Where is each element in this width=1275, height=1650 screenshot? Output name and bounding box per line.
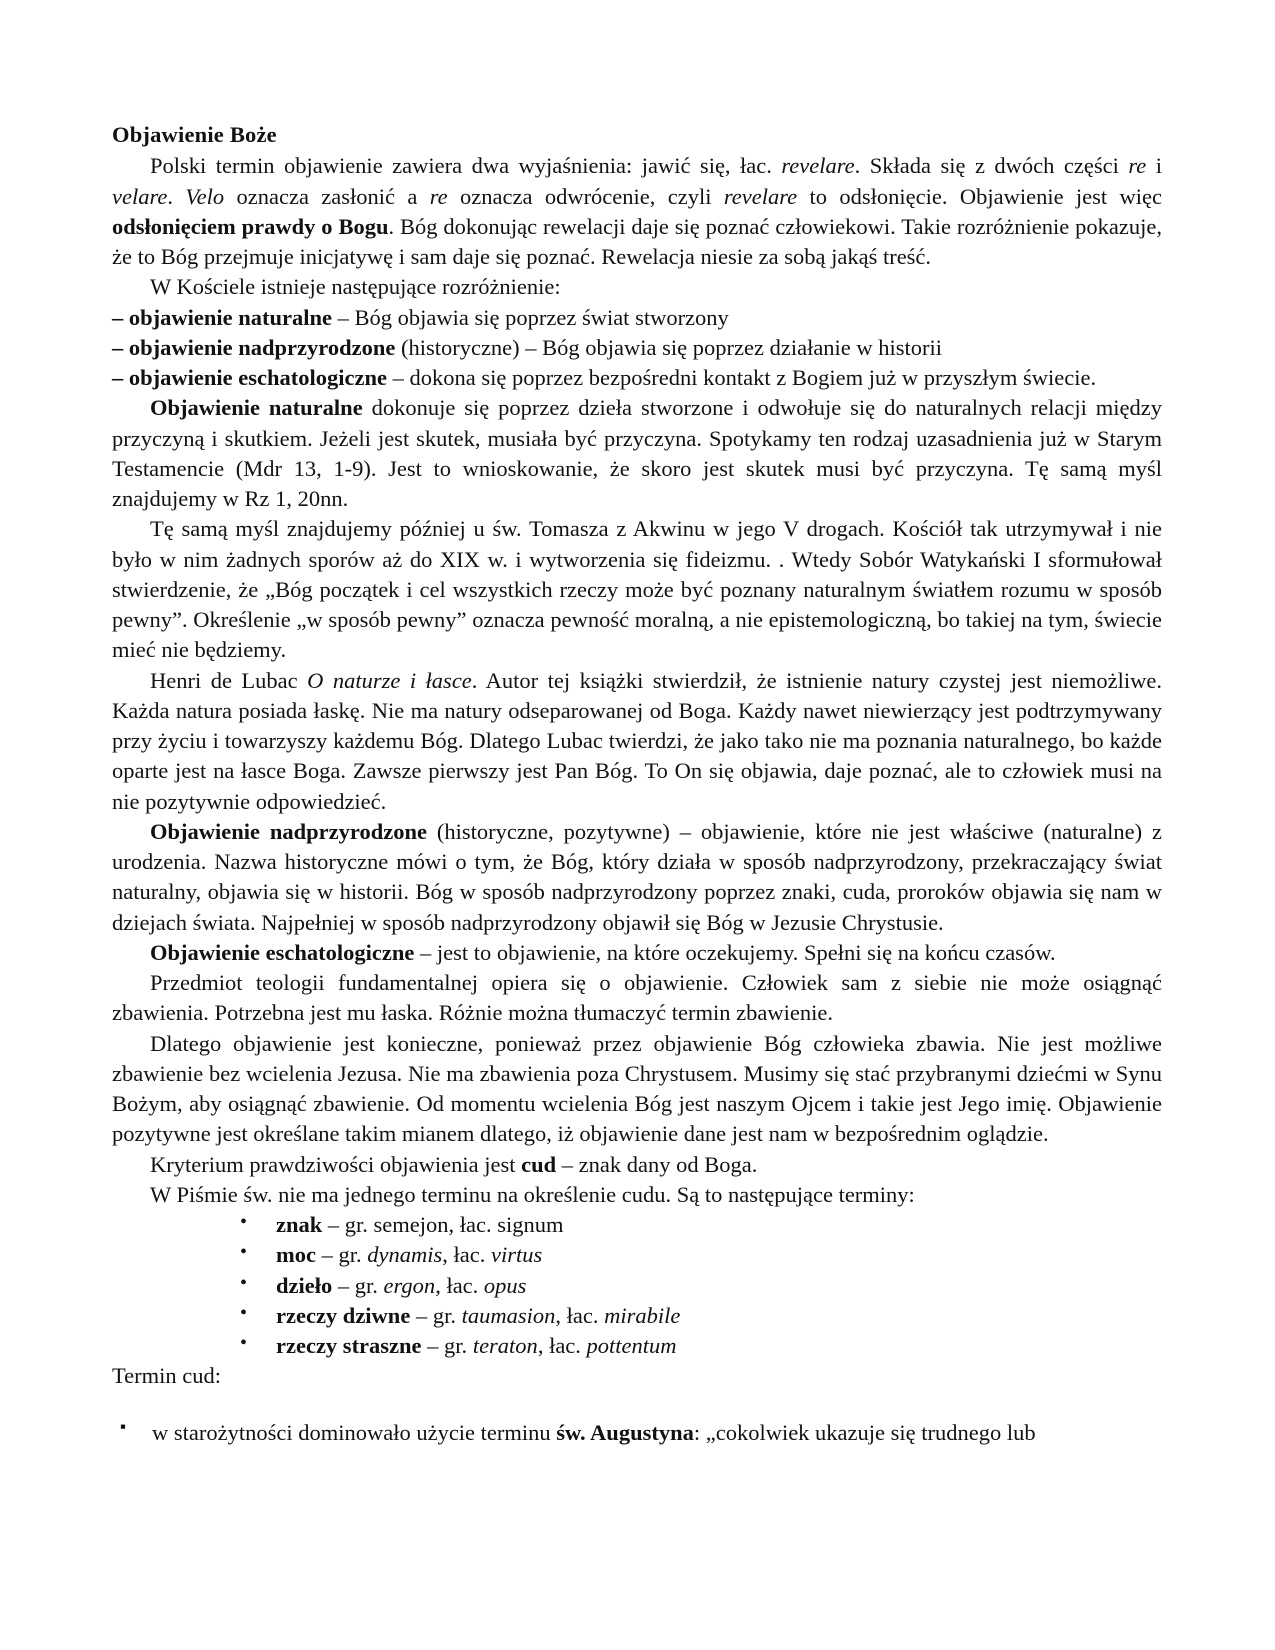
text-run: . Składa się z dwóch części bbox=[854, 153, 1129, 179]
document-content bbox=[112, 120, 1162, 1448]
greek-term: dynamis bbox=[367, 1242, 443, 1268]
term-label: rzeczy straszne bbox=[276, 1333, 422, 1358]
paragraph-w-pismie-sw: W Piśmie św. nie ma jednego terminu na określenie cudu. Są to następujące terminy: bbox=[150, 1181, 915, 1207]
text-run: oznacza odwrócenie, czyli bbox=[447, 183, 724, 209]
greek-term: teraton bbox=[472, 1333, 538, 1358]
text-run: – gr. bbox=[315, 1242, 368, 1268]
list-item bbox=[240, 1331, 1162, 1361]
dash-item-objawienie-eschatologiczne bbox=[112, 363, 1162, 393]
italic-book-title: O naturze i łasce bbox=[307, 667, 472, 693]
text-run: to odsłonięcie. Objawienie jest więc bbox=[797, 183, 1163, 209]
italic-re-2: re bbox=[429, 183, 448, 209]
bold-lead: Objawienie naturalne bbox=[150, 395, 363, 421]
vertical-spacer bbox=[112, 1392, 1162, 1418]
text-run: , łac. bbox=[555, 1302, 605, 1328]
list-item bbox=[240, 1301, 1162, 1331]
list-item bbox=[112, 1418, 1162, 1448]
text-run: – gr. bbox=[421, 1333, 473, 1358]
text-run: , łac. bbox=[442, 1242, 491, 1268]
latin-term: mirabile bbox=[604, 1302, 681, 1328]
term-label: znak bbox=[276, 1212, 323, 1237]
text-run: – dokona się poprzez bezpośredni kontakt z Bogiem już w przyszłym świecie. bbox=[386, 365, 1097, 390]
text-run: Polski termin objawienie zawiera dwa wyjaśnienia: jawić się, łac. bbox=[150, 153, 782, 179]
list-item bbox=[240, 1240, 1162, 1270]
bold-lead: Objawienie nadprzyrodzone bbox=[150, 818, 427, 844]
list-item bbox=[240, 1210, 1162, 1240]
paragraph-tomasz-akwinu: Tę samą myśl znajdujemy później u św. Tomasza z Akwinu w jego V drogach. Kościół tak utrzymywał i nie było w nim żadnych sporów aż do XIX w. i wytworzenia się fideizmu. . Wtedy Sobór Watykański I sformułował stwierdzenie, że „Bóg początek i cel wszystkich rzeczy może być poznany naturalnym światłem rozumu w sposób pewny”. Określenie „w sposób pewny” oznacza pewność moralną, a nie epistemologiczną, bo takiej na tym, świecie mieć nie będziemy. bbox=[112, 516, 1162, 663]
paragraph-w-kosciele: W Kościele istnieje następujące rozróżnienie: bbox=[150, 274, 561, 300]
bold-lead: Objawienie eschatologiczne bbox=[150, 939, 415, 965]
bold-sw-augustyna: św. Augustyna bbox=[556, 1419, 694, 1445]
paragraph-kryterium-prawdziwosci bbox=[112, 1150, 1162, 1180]
text-run: , łac. bbox=[435, 1272, 484, 1298]
text-run: w starożytności dominowało użycie terminu bbox=[152, 1419, 557, 1445]
terms-list bbox=[112, 1210, 1162, 1361]
bold-label: – objawienie naturalne bbox=[112, 304, 333, 330]
bold-odsloniecie-prawdy: odsłonięciem prawdy o Bogu bbox=[112, 213, 389, 239]
latin-term: virtus bbox=[490, 1242, 543, 1268]
paragraph-intro bbox=[112, 151, 1162, 272]
text-run: – Bóg objawia się poprzez świat stworzony bbox=[332, 304, 729, 330]
paragraph-przedmiot-teologii: Przedmiot teologii fundamentalnej opiera się o objawienie. Człowiek sam z siebie nie może osiągnąć zbawienia. Potrzebna jest mu łaska. Różnie można tłumaczyć termin zbawienie. bbox=[112, 970, 1162, 1026]
text-run: . Autor tej książki stwierdził, że istnienie natury czystej jest niemożliwe. Każda natura posiada łaskę. Nie ma natury odseparowanej od Boga. Każdy nawet niewierzący jest podtrzymywany przy życiu i towarzyszy każdemu Bóg. Dlatego Lubac twierdzi, że jako tako nie ma poznania naturalnego, bo każde oparte jest na łasce Boga. Zawsze pierwszy jest Pan Bóg. To On się objawia, daje poznać, ale to człowiek musi na nie pozytywnie odpowiedzieć. bbox=[112, 667, 1163, 814]
italic-revelare: revelare bbox=[781, 153, 855, 179]
text-run: dokonuje się poprzez dzieła stworzone i odwołuje się do naturalnych relacji między przyczyną i skutkiem. Jeżeli jest skutek, musiała być przyczyna. Spotykamy ten rodzaj uzasadnienia już w Starym Testamencie (Mdr 13, 1-9). Jest to wnioskowanie, że skoro jest skutek musi być przyczyna. Tę samą myśl znajdujemy w Rz 1, 20nn. bbox=[112, 395, 1162, 511]
text-run: Henri de Lubac bbox=[150, 667, 308, 693]
term-label: dzieło bbox=[276, 1272, 333, 1298]
text-run: – gr. bbox=[322, 1212, 374, 1237]
text-run: . bbox=[167, 183, 186, 209]
text-run: – gr. bbox=[332, 1272, 384, 1298]
text-run: (historyczne, pozytywne) – objawienie, które nie jest właściwe (naturalne) z urodzenia. Nazwa historyczne mówi o tym, że Bóg, który działa w sposób nadprzyrodzony, przekraczający świat naturalny, objawia się w historii. Bóg w sposób nadprzyrodzony poprzez znaki, cuda, proroków objawia się nam w dziejach świata. Najpełniej w sposób nadprzyrodzony objawił się Bóg w Jezusie Chrystusie. bbox=[112, 818, 1162, 935]
text-run: : „cokolwiek ukazuje się trudnego lub bbox=[693, 1419, 1036, 1445]
termin-cud-label: Termin cud: bbox=[112, 1363, 222, 1389]
paragraph-objawienie-naturalne bbox=[112, 393, 1162, 514]
dash-item-objawienie-naturalne bbox=[112, 303, 1162, 333]
text-run: oznacza zasłonić a bbox=[224, 183, 430, 209]
latin-term: opus bbox=[483, 1272, 527, 1298]
greek-term: taumasion bbox=[461, 1302, 556, 1328]
text-run: , łac. bbox=[537, 1333, 587, 1358]
greek-term: semejon bbox=[373, 1212, 449, 1237]
bold-cud: cud bbox=[521, 1151, 557, 1177]
italic-velo: Velo bbox=[185, 183, 225, 209]
text-run: – gr. bbox=[410, 1302, 462, 1328]
greek-term: ergon bbox=[383, 1272, 436, 1298]
page-title: Objawienie Boże bbox=[112, 122, 277, 147]
paragraph-objawienie-nadprzyrodzone bbox=[112, 817, 1162, 938]
paragraph-objawienie-eschatologiczne bbox=[112, 938, 1162, 968]
italic-revelare-2: revelare bbox=[723, 183, 798, 209]
final-bullet-list bbox=[112, 1418, 1162, 1448]
latin-term: pottentum bbox=[586, 1333, 677, 1358]
dash-item-objawienie-nadprzyrodzone bbox=[112, 333, 1162, 363]
bold-label: – objawienie nadprzyrodzone bbox=[112, 334, 396, 360]
text-run: . Bóg dokonując rewelacji daje się poznać człowiekowi. Takie rozróżnienie pokazuje, że to Bóg przejmuje inicjatywę i sam daje się poznać. Rewelacja niesie za sobą jakąś treść. bbox=[112, 213, 1162, 269]
text-run: i bbox=[1146, 153, 1162, 179]
italic-re: re bbox=[1128, 153, 1147, 179]
text-run: (historyczne) – Bóg objawia się poprzez działanie w historii bbox=[395, 334, 943, 360]
bold-label: – objawienie eschatologiczne bbox=[112, 365, 387, 390]
paragraph-dlatego-objawienie: Dlatego objawienie jest konieczne, ponieważ przez objawienie Bóg człowieka zbawia. Nie jest możliwe zbawienie bez wcielenia Jezusa. Nie ma zbawienia poza Chrystusem. Musimy się stać przybranymi dziećmi w Synu Bożym, aby osiągnąć zbawienie. Od momentu wcielenia Bóg jest naszym Ojcem i takie jest Jego imię. Objawienie pozytywne jest określane takim mianem dlatego, iż objawienie dane jest nam w bezpośrednim oglądzie. bbox=[112, 1030, 1162, 1147]
list-item bbox=[240, 1271, 1162, 1301]
paragraph-henri-de-lubac bbox=[112, 666, 1162, 817]
text-run: – znak dany od Boga. bbox=[556, 1151, 758, 1177]
text-run: Kryterium prawdziwości objawienia jest bbox=[150, 1151, 522, 1177]
latin-term: signum bbox=[497, 1212, 564, 1237]
italic-velare: velare bbox=[112, 183, 168, 209]
term-label: rzeczy dziwne bbox=[276, 1302, 411, 1328]
text-run: – jest to objawienie, na które oczekujemy. Spełni się na końcu czasów. bbox=[414, 939, 1056, 965]
text-run: , łac. bbox=[448, 1212, 498, 1237]
term-label: moc bbox=[276, 1242, 316, 1268]
